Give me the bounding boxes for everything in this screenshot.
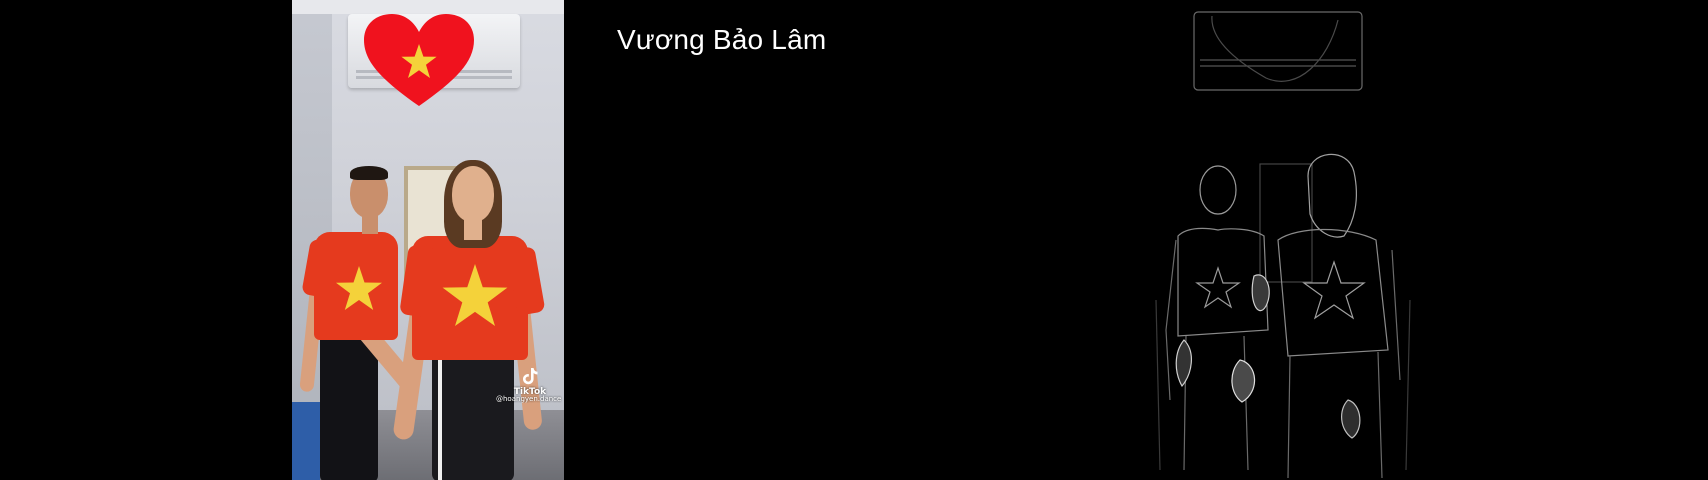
man-hair bbox=[350, 166, 388, 180]
tiktok-handle: @hoangyen.dance bbox=[496, 395, 562, 403]
heart-star-icon bbox=[362, 12, 476, 108]
tiktok-brand-label: TikTok bbox=[513, 387, 547, 397]
video-panel bbox=[292, 0, 564, 480]
edge-ac-vents bbox=[1200, 60, 1356, 66]
edge-man-head bbox=[1200, 166, 1236, 214]
edge-woman-shirt bbox=[1278, 230, 1388, 357]
man-neck bbox=[362, 212, 378, 234]
edge-outline-drawing bbox=[1148, 0, 1418, 480]
man-pants bbox=[320, 332, 378, 480]
edge-door bbox=[1260, 164, 1312, 282]
tiktok-watermark bbox=[496, 366, 564, 397]
blue-object bbox=[292, 402, 320, 480]
title-text: Vương Bảo Lâm bbox=[617, 24, 827, 55]
edge-motion-blob bbox=[1176, 340, 1191, 386]
woman-skirt-stripe bbox=[438, 356, 442, 480]
edge-man-star-icon bbox=[1197, 268, 1239, 307]
woman-head bbox=[452, 166, 494, 222]
edge-woman-star-icon bbox=[1304, 262, 1364, 318]
edge-woman-head bbox=[1308, 154, 1356, 237]
man-shirt-star-icon bbox=[336, 266, 382, 310]
tiktok-logo-icon bbox=[520, 366, 540, 386]
edge-motion-blob bbox=[1342, 400, 1360, 438]
edge-motion-blob bbox=[1252, 275, 1269, 311]
woman-shirt-star-icon bbox=[442, 264, 508, 326]
edge-motion-blob bbox=[1232, 360, 1255, 402]
woman-neck bbox=[464, 218, 482, 240]
edge-wall-lines bbox=[1156, 300, 1410, 470]
edge-detection-panel bbox=[1148, 0, 1418, 480]
edge-heart bbox=[1212, 16, 1338, 81]
